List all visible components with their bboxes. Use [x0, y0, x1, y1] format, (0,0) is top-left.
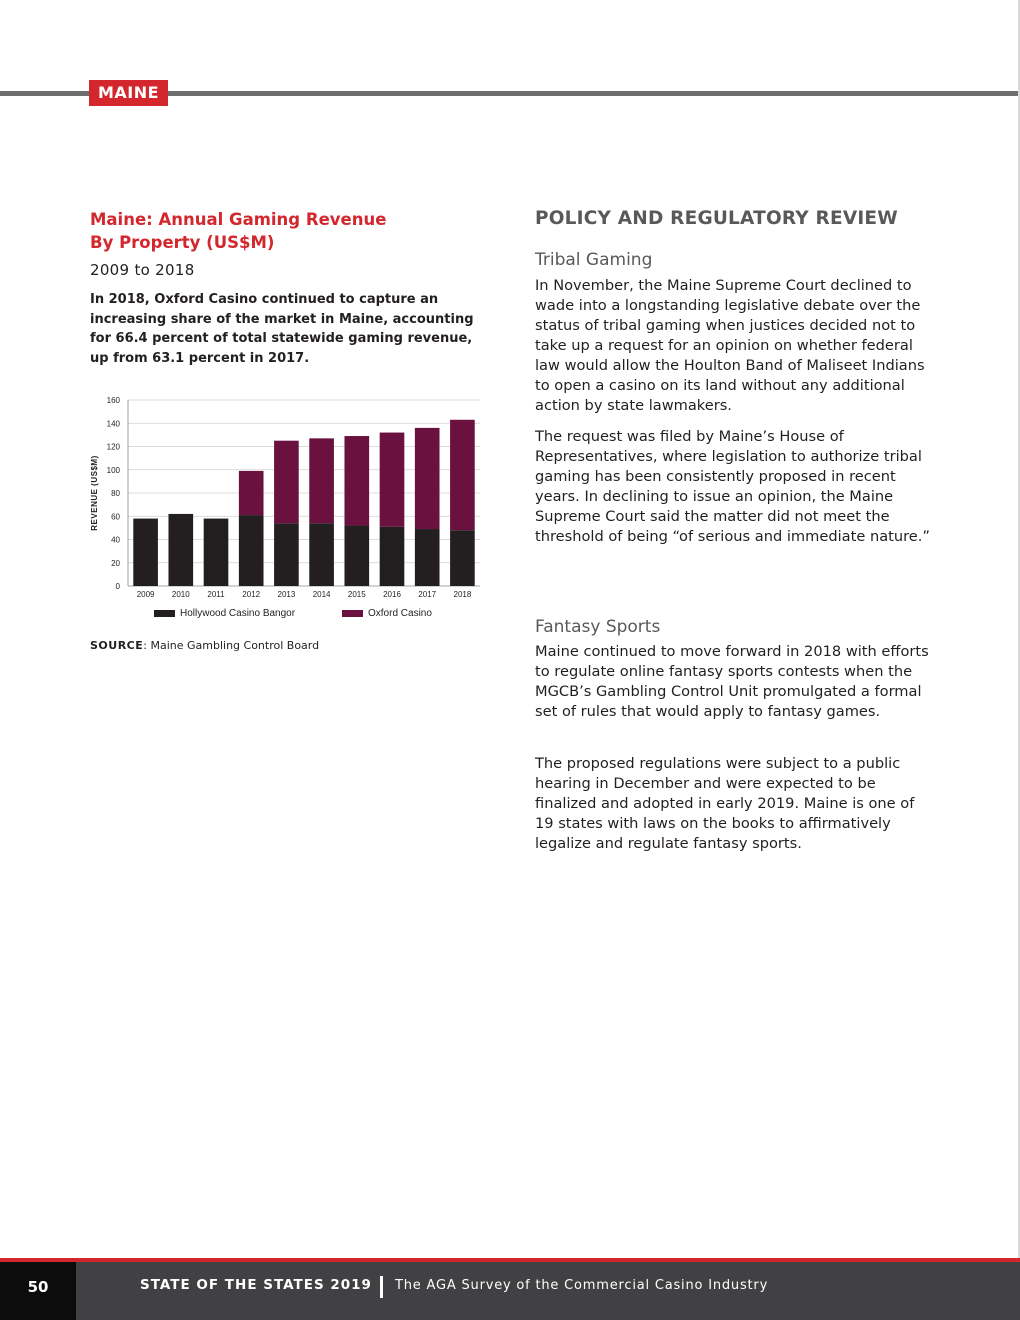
- x-tick-label: 2017: [418, 590, 437, 599]
- x-tick-label: 2013: [277, 590, 296, 599]
- x-tick-label: 2009: [136, 590, 155, 599]
- chart-title-line1: Maine: Annual Gaming Revenue: [90, 210, 387, 229]
- bar-oxford: [380, 433, 405, 527]
- page-number: 50: [0, 1262, 76, 1320]
- bar-oxford: [274, 441, 299, 524]
- state-tag: MAINE: [89, 80, 168, 106]
- y-tick-label: 80: [111, 489, 120, 498]
- bar-oxford: [309, 438, 334, 523]
- y-tick-label: 20: [111, 558, 120, 568]
- chart-subtitle: 2009 to 2018: [90, 261, 195, 279]
- footer-subtitle: The AGA Survey of the Commercial Casino Industry: [395, 1278, 769, 1293]
- tribal-paragraph-2: The request was filed by Maine’s House of Representatives, where legislation to authorize tribal gaming has been consistently proposed in recent years. In declining to issue an opinion, the Maine Supreme Court said the matter did not meet the threshold of being “of serious and immediate nature.”: [535, 428, 930, 545]
- fantasy-sports-heading: Fantasy Sports: [535, 617, 661, 637]
- bar-oxford: [450, 420, 475, 530]
- bar-oxford: [239, 471, 264, 515]
- footer-separator: [380, 1276, 383, 1298]
- bar-hollywood: [450, 530, 475, 586]
- bar-hollywood: [274, 523, 299, 586]
- legend-swatch: [342, 610, 363, 617]
- y-axis-label: REVENUE (US$M): [90, 455, 99, 531]
- legend-swatch: [154, 610, 175, 617]
- x-tick-label: 2012: [242, 590, 261, 599]
- source-text: : Maine Gambling Control Board: [143, 639, 320, 652]
- revenue-bar-chart: [84, 390, 494, 630]
- chart-title: [90, 208, 470, 254]
- bar-oxford: [344, 436, 369, 526]
- x-tick-label: 2011: [207, 590, 225, 599]
- y-tick-label: 140: [106, 419, 120, 429]
- y-tick-label: 160: [106, 396, 120, 405]
- bar-oxford: [415, 428, 440, 529]
- x-tick-label: 2014: [312, 590, 331, 599]
- fantasy-paragraph-2: The proposed regulations were subject to a public hearing in December and were expected to be finalized and adopted in early 2019. Maine is one of 19 states with laws on the books to affirmatively legalize and regulate fantasy sports.: [535, 755, 915, 852]
- chart-description: In 2018, Oxford Casino continued to capture an increasing share of the market in Maine, accounting for 66.4 percent of total statewide gaming revenue, up from 63.1 percent in 2017.: [90, 292, 474, 366]
- legend-label: Oxford Casino: [368, 608, 432, 619]
- x-tick-label: 2010: [171, 590, 190, 599]
- bar-hollywood: [380, 527, 405, 586]
- bar-hollywood: [344, 526, 369, 586]
- bar-hollywood: [239, 515, 264, 586]
- bar-hollywood: [204, 519, 229, 586]
- y-tick-label: 100: [106, 465, 120, 475]
- y-tick-label: 40: [111, 535, 120, 545]
- tribal-gaming-heading: Tribal Gaming: [535, 250, 653, 270]
- bar-hollywood: [309, 523, 334, 586]
- legend-label: Hollywood Casino Bangor: [180, 608, 296, 619]
- x-tick-label: 2015: [347, 590, 366, 599]
- policy-heading: POLICY AND REGULATORY REVIEW: [535, 208, 898, 229]
- tribal-paragraph-1: In November, the Maine Supreme Court declined to wade into a longstanding legislative debate over the status of tribal gaming when justices decided not to take up a request for an opinion on whether federal law would allow the Houlton Band of Maliseet Indians to open a casino on its land without any additional action by state lawmakers.: [535, 277, 925, 414]
- fantasy-paragraph-1: Maine continued to move forward in 2018 with efforts to regulate online fantasy sports contests when the MGCB’s Gambling Control Unit promulgated a formal set of rules that would apply to fantasy games.: [535, 643, 929, 720]
- bar-hollywood: [133, 519, 158, 586]
- footer-title: STATE OF THE STATES 2019: [140, 1277, 372, 1293]
- y-tick-label: 120: [106, 442, 120, 452]
- chart-title-line2: By Property (US$M): [90, 233, 275, 252]
- bar-hollywood: [168, 514, 193, 586]
- y-tick-label: 0: [115, 582, 120, 591]
- chart-source: [90, 639, 319, 652]
- y-tick-label: 60: [111, 512, 120, 522]
- x-tick-label: 2016: [383, 590, 401, 599]
- bar-hollywood: [415, 529, 440, 586]
- x-tick-label: 2018: [453, 590, 472, 599]
- source-label: SOURCE: [90, 639, 144, 652]
